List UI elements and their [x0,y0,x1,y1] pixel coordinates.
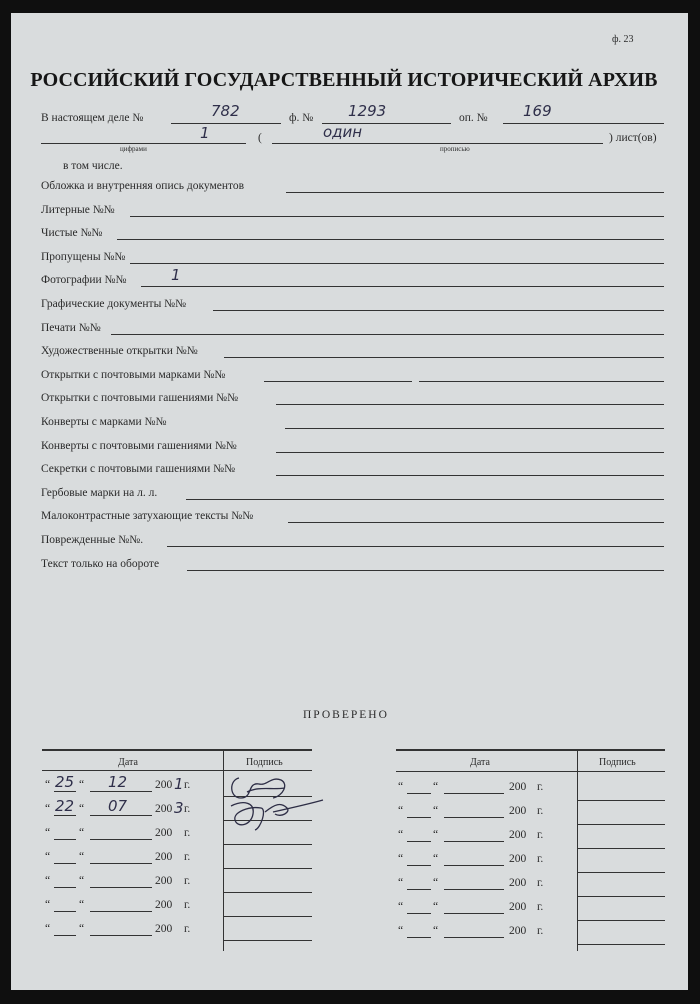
field-label: Литерные №№ [41,204,115,216]
archive-title: РОССИЙСКИЙ ГОСУДАРСТВЕННЫЙ ИСТОРИЧЕСКИЙ АРХИВ [30,69,658,91]
sign-line [577,896,665,897]
quote-open: “ [45,779,51,791]
day-underline [407,817,431,818]
field-label: Конверты с почтовыми гашениями №№ [41,440,237,452]
field-underline [141,286,664,287]
row-month: 07 [108,797,128,815]
row-year: 200 [155,899,173,911]
quote-open: “ [398,925,404,937]
day-underline [54,863,76,864]
row-year: 200 [155,875,173,887]
field-underline [111,334,664,335]
field-underline [130,216,664,217]
quote-open: “ [45,827,51,839]
month-underline [444,913,504,914]
field-underline [186,499,664,500]
day-underline [54,815,76,816]
left-date-header: Дата [118,757,138,768]
field-underline [213,310,664,311]
right-sign-header: Подпись [599,757,636,768]
quote-close: “ [79,827,85,839]
field-underline [419,381,664,382]
quote-close: “ [79,875,85,887]
day-underline [54,887,76,888]
row-suffix: г. [537,781,544,793]
field-underline [167,546,664,547]
quote-close: “ [433,877,439,889]
row-year: 200 [509,829,527,841]
row-year-hw: 3 [174,799,184,817]
field-underline [288,522,664,523]
quote-open: “ [45,803,51,815]
day-underline [407,937,431,938]
day-underline [54,791,76,792]
row-day: 25 [55,773,75,791]
row-suffix: г. [537,925,544,937]
field-underline [276,404,664,405]
words-underline [272,143,603,144]
day-underline [54,839,76,840]
sign-line [223,868,312,869]
day-underline [54,935,76,936]
quote-close: “ [433,829,439,841]
field-value: 1 [171,266,181,284]
row-suffix: г. [537,853,544,865]
sheets-label: ) лист(ов) [609,132,657,144]
quote-open: “ [45,875,51,887]
field-label: Чистые №№ [41,227,103,239]
field-label: Текст только на обороте [41,558,160,570]
day-underline [407,841,431,842]
field-label: Поврежденные №№. [41,534,144,546]
quote-open: “ [398,829,404,841]
row-suffix: г. [184,779,191,791]
sign-line [577,872,665,873]
quote-open: “ [398,853,404,865]
field-underline [276,452,664,453]
month-underline [444,817,504,818]
digits-caption: цифрами [120,145,147,153]
quote-open: “ [398,901,404,913]
row-year: 200 [509,805,527,817]
right-header-bottom [396,771,665,772]
field-underline [286,192,664,193]
row-year: 200 [509,877,527,889]
quote-close: “ [79,803,85,815]
count-words: один [323,123,363,141]
field-label: Малоконтрастные затухающие тексты №№ [41,510,254,522]
quote-close: “ [433,925,439,937]
row-year: 200 [509,925,527,937]
field-underline [264,381,412,382]
sign-line [577,800,665,801]
sign-line [577,848,665,849]
month-underline [90,911,152,912]
month-underline [444,865,504,866]
month-underline [444,889,504,890]
row-year: 200 [509,853,527,865]
right-date-header: Дата [470,757,490,768]
month-underline [90,791,152,792]
form-number: ф. 23 [612,34,634,45]
day-underline [407,889,431,890]
row-year: 200 [155,827,173,839]
day-underline [407,793,431,794]
signatures-drawing [225,768,335,838]
case-underline [171,123,281,124]
sign-line [223,916,312,917]
row-year: 200 [509,781,527,793]
opis-underline [503,123,664,124]
month-underline [90,839,152,840]
row-suffix: г. [184,899,191,911]
sign-line [223,892,312,893]
month-underline [90,815,152,816]
row-suffix: г. [537,901,544,913]
day-underline [407,913,431,914]
month-underline [90,887,152,888]
left-table-divider [223,749,224,951]
quote-open: “ [398,781,404,793]
row-year-hw: 1 [174,775,184,793]
field-label: Открытки с почтовыми гашениями №№ [41,392,239,404]
field-label: Секретки с почтовыми гашениями №№ [41,463,236,475]
row-year: 200 [155,803,173,815]
row-year: 200 [509,901,527,913]
field-underline [285,428,664,429]
fond-value: 1293 [348,102,387,120]
opis-label: оп. № [459,112,488,124]
field-underline [117,239,664,240]
right-table-top [396,749,665,751]
quote-open: “ [45,923,51,935]
quote-close: “ [433,853,439,865]
signature-2 [231,800,323,830]
day-underline [54,911,76,912]
quote-open: “ [45,851,51,863]
field-label: Фотографии №№ [41,274,127,286]
sign-line [577,944,665,945]
month-underline [90,935,152,936]
sign-line [577,824,665,825]
row-suffix: г. [184,827,191,839]
field-label: Гербовые марки на л. л. [41,487,158,499]
sign-line [223,844,312,845]
field-label: Пропущены №№ [41,251,126,263]
row-suffix: г. [537,829,544,841]
row-year: 200 [155,851,173,863]
signature-1 [232,778,285,798]
row-year: 200 [155,779,173,791]
quote-close: “ [79,851,85,863]
field-underline [187,570,664,571]
case-value: 782 [211,102,240,120]
row-suffix: г. [184,851,191,863]
sign-line [577,920,665,921]
month-underline [444,937,504,938]
row-suffix: г. [184,923,191,935]
open-paren: ( [258,132,262,144]
quote-open: “ [45,899,51,911]
field-label: Печати №№ [41,322,101,334]
quote-close: “ [433,901,439,913]
row-year: 200 [155,923,173,935]
month-underline [444,841,504,842]
row-suffix: г. [184,875,191,887]
sign-line [223,940,312,941]
quote-close: “ [79,779,85,791]
checked-label: ПРОВЕРЕНО [303,709,389,721]
field-underline [276,475,664,476]
row-suffix: г. [537,805,544,817]
row-day: 22 [55,797,75,815]
field-label: Художественные открытки №№ [41,345,198,357]
day-underline [407,865,431,866]
digits-underline [41,143,246,144]
quote-close: “ [433,805,439,817]
fond-label: ф. № [289,112,314,124]
words-caption: прописью [440,145,470,153]
quote-close: “ [433,781,439,793]
row-month: 12 [108,773,128,791]
row-suffix: г. [537,877,544,889]
field-label: Конверты с марками №№ [41,416,167,428]
including-label: в том числе. [63,160,123,172]
left-table-top [42,749,312,751]
quote-close: “ [79,899,85,911]
field-underline [130,263,664,264]
quote-open: “ [398,877,404,889]
case-label: В настоящем деле № [41,112,144,124]
row-suffix: г. [184,803,191,815]
field-underline [224,357,664,358]
count-digits: 1 [200,124,210,142]
opis-value: 169 [523,102,552,120]
field-label: Открытки с почтовыми марками №№ [41,369,226,381]
field-label: Обложка и внутренняя опись документов [41,180,245,192]
field-label: Графические документы №№ [41,298,187,310]
quote-close: “ [79,923,85,935]
left-sign-header: Подпись [246,757,283,768]
month-underline [90,863,152,864]
quote-open: “ [398,805,404,817]
month-underline [444,793,504,794]
